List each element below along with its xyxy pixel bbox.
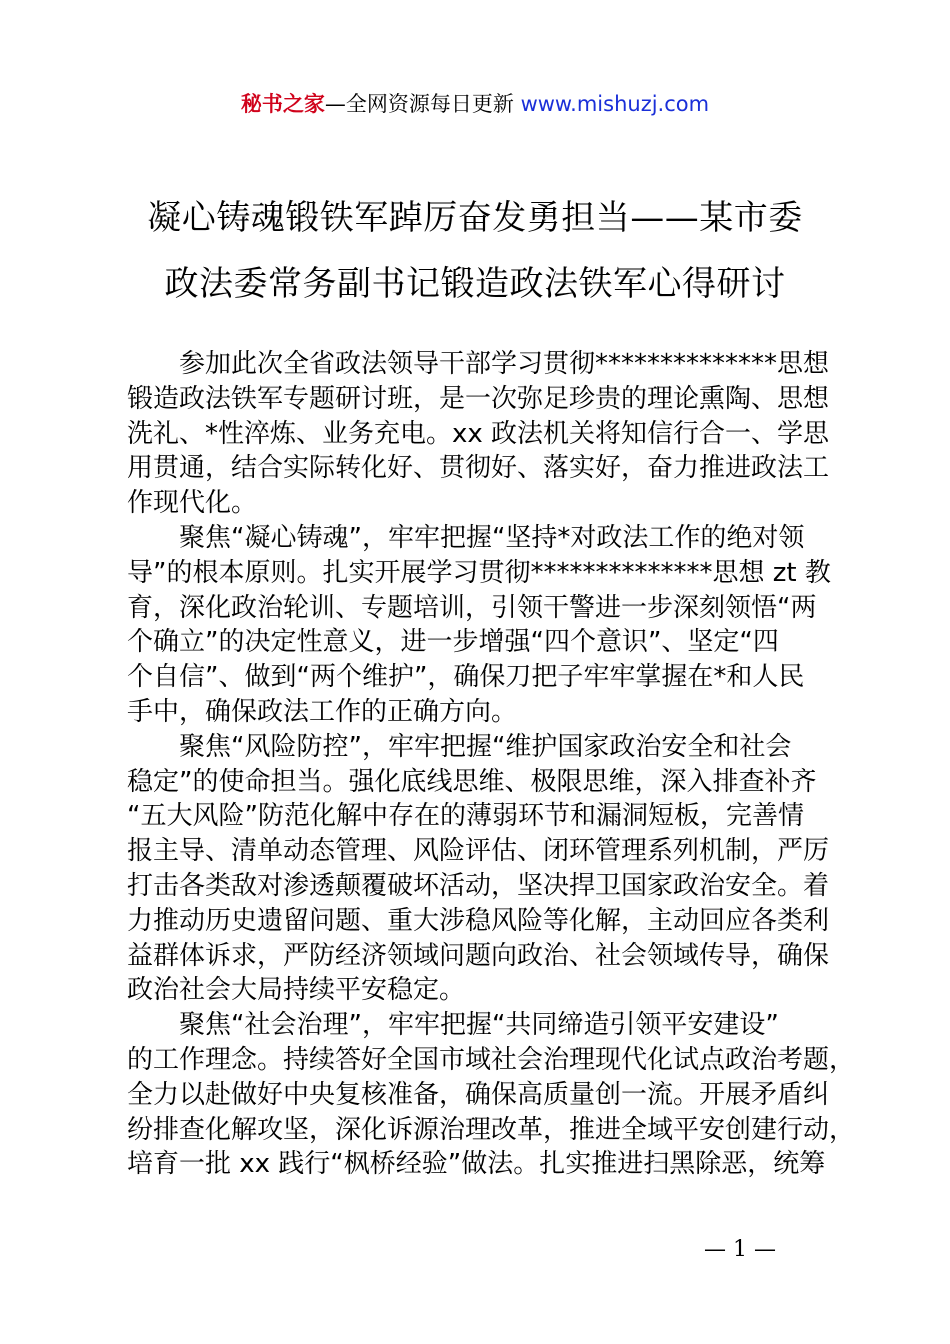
text-line: 打击各类敌对渗透颠覆破坏活动，坚决捍卫国家政治安全。着	[127, 870, 830, 901]
paragraph-1	[127, 347, 837, 521]
text-line: 全力以赴做好中央复核准备，确保高质量创一流。开展矛盾纠	[127, 1079, 830, 1110]
text-line: 聚焦“社会治理”，牢牢把握“共同缔造引领平安建设”	[179, 1010, 779, 1041]
text-line: 聚焦“凝心铸魂”，牢牢把握“坚持*对政法工作的绝对领	[179, 522, 805, 553]
header-url-link[interactable]: www.mishuzj.com	[520, 92, 710, 116]
text-line: 培育一批 xx 践行“枫桥经验”做法。扎实推进扫黑除恶，统筹	[127, 1149, 826, 1180]
text-line: 个确立”的决定性意义，进一步增强“四个意识”、坚定“四	[127, 627, 779, 658]
paragraph-2	[127, 521, 837, 730]
text-line: 聚焦“风险防控”，牢牢把握“维护国家政治安全和社会	[179, 731, 792, 762]
text-line: 力推动历史遗留问题、重大涉稳风险等化解，主动回应各类利	[127, 905, 830, 936]
title-line-2: 政法委常务副书记锻造政法铁军心得研讨	[164, 264, 786, 304]
paragraph-3	[127, 730, 837, 1008]
text-line: “五大风险”防范化解中存在的薄弱环节和漏洞短板，完善情	[127, 801, 804, 832]
text-line: 导”的根本原则。扎实开展学习贯彻**************思想 zt 教	[127, 557, 831, 588]
text-line: 手中，确保政法工作的正确方向。	[127, 696, 518, 727]
header-brand: 秘书之家	[240, 92, 325, 116]
header-tagline: —全网资源每日更新	[324, 92, 514, 116]
text-line: 个自信”、做到“两个维护”，确保刀把子牢牢掌握在*和人民	[127, 662, 805, 693]
site-header	[0, 88, 950, 120]
paragraph-4	[127, 1008, 856, 1182]
page-number: — 1 —	[704, 1237, 776, 1262]
text-line: 报主导、清单动态管理、风险评估、闭环管理系列机制，严厉	[127, 836, 830, 867]
text-line: 政治社会大局持续平安稳定。	[127, 975, 466, 1006]
document-title	[0, 185, 950, 317]
text-line: 益群体诉求，严防经济领域问题向政治、社会领域传导，确保	[127, 940, 830, 971]
text-line: 稳定”的使命担当。强化底线思维、极限思维，深入排查补齐	[127, 766, 817, 797]
text-line: 育，深化政治轮训、专题培训，引领干警进一步深刻领悟“两	[127, 592, 817, 623]
title-line-1: 凝心铸魂锻铁军踔厉奋发勇担当——某市委	[147, 198, 803, 238]
text-line: 锻造政法铁军专题研讨班，是一次弥足珍贵的理论熏陶、思想	[127, 383, 830, 414]
text-line: 洗礼、*性淬炼、业务充电。xx 政法机关将知信行合一、学思	[127, 418, 830, 449]
text-line: 用贯通，结合实际转化好、贯彻好、落实好，奋力推进政法工	[127, 453, 830, 484]
document-body	[127, 347, 856, 1182]
text-line: 作现代化。	[127, 488, 258, 519]
text-line: 纷排查化解攻坚，深化诉源治理改革，推进全域平安创建行动，	[127, 1114, 856, 1145]
text-line: 参加此次全省政法领导干部学习贯彻**************思想	[179, 349, 830, 379]
text-line: 的工作理念。持续答好全国市域社会治理现代化试点政治考题，	[127, 1044, 856, 1075]
